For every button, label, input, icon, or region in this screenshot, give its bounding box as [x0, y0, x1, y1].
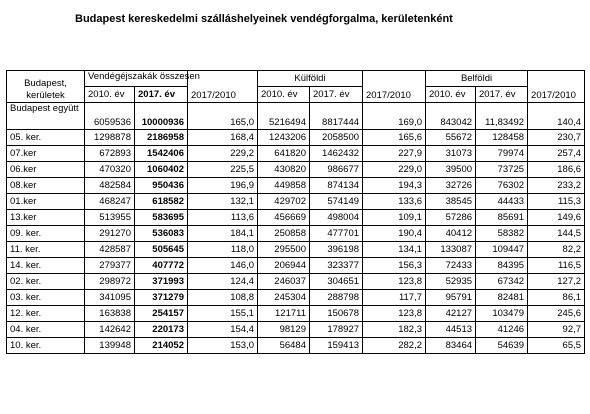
cell-total-2010: 142642 — [85, 322, 135, 338]
header-blank-3 — [528, 71, 585, 87]
cell-total-2017: 583695 — [135, 210, 188, 226]
cell-domestic-2010: 57286 — [426, 210, 476, 226]
cell-foreign-2017: 986677 — [310, 162, 363, 178]
cell-total-2010: 291270 — [85, 226, 135, 242]
cell-foreign-2010: 295500 — [258, 242, 310, 258]
cell-total-2010: 279377 — [85, 258, 135, 274]
table-row — [7, 130, 585, 146]
cell-foreign-ratio: 190,4 — [363, 226, 426, 242]
cell-domestic-ratio: 116,5 — [528, 258, 585, 274]
cell-domestic-2017: 44433 — [476, 194, 528, 210]
cell-total-2010: 482584 — [85, 178, 135, 194]
cell-foreign-2017: 2058500 — [310, 130, 363, 146]
header-domestic-ratio: 2017/2010 — [528, 87, 585, 103]
cell-foreign-ratio: 227,9 — [363, 146, 426, 162]
cell-district: 02. ker. — [7, 274, 85, 290]
cell-domestic-2017: 84395 — [476, 258, 528, 274]
cell-foreign-2017: 8817444 — [310, 103, 363, 130]
cell-foreign-2010: 1243206 — [258, 130, 310, 146]
table-row — [7, 322, 585, 338]
cell-total-ratio: 165,0 — [188, 103, 258, 130]
cell-foreign-2017: 874134 — [310, 178, 363, 194]
header-guest-nights: Vendégéjszakák összesen — [85, 71, 188, 87]
cell-total-ratio: 229,2 — [188, 146, 258, 162]
cell-domestic-2017: 128458 — [476, 130, 528, 146]
cell-domestic-2017: 73725 — [476, 162, 528, 178]
cell-district: 07.ker — [7, 146, 85, 162]
cell-total-ratio: 146,0 — [188, 258, 258, 274]
table-row — [7, 290, 585, 306]
cell-district: 12. ker. — [7, 306, 85, 322]
cell-domestic-2017: 85691 — [476, 210, 528, 226]
cell-domestic-2017: 67342 — [476, 274, 528, 290]
cell-total-ratio: 155,1 — [188, 306, 258, 322]
cell-domestic-2010: 44513 — [426, 322, 476, 338]
cell-district: 08.ker — [7, 178, 85, 194]
cell-total-ratio: 196,9 — [188, 178, 258, 194]
cell-domestic-ratio: 149,6 — [528, 210, 585, 226]
header-foreign-2017: 2017. év — [310, 87, 363, 103]
cell-domestic-2010: 133087 — [426, 242, 476, 258]
cell-total-2010: 6059536 — [85, 103, 135, 130]
table-row — [7, 162, 585, 178]
cell-domestic-2010: 95791 — [426, 290, 476, 306]
table-row — [7, 226, 585, 242]
table-row — [7, 242, 585, 258]
table-row — [7, 338, 585, 354]
cell-foreign-ratio: 123,8 — [363, 306, 426, 322]
table-row — [7, 274, 585, 290]
cell-foreign-2017: 178927 — [310, 322, 363, 338]
cell-foreign-ratio: 134,1 — [363, 242, 426, 258]
cell-district: 05. ker. — [7, 130, 85, 146]
cell-total-2010: 163838 — [85, 306, 135, 322]
cell-foreign-2017: 150678 — [310, 306, 363, 322]
cell-total-2010: 513955 — [85, 210, 135, 226]
cell-foreign-2017: 498004 — [310, 210, 363, 226]
cell-foreign-ratio: 229,0 — [363, 162, 426, 178]
cell-domestic-2017: 82481 — [476, 290, 528, 306]
cell-foreign-2010: 246037 — [258, 274, 310, 290]
cell-foreign-ratio: 117,7 — [363, 290, 426, 306]
cell-foreign-2010: 430820 — [258, 162, 310, 178]
cell-total-2017: 1542406 — [135, 146, 188, 162]
cell-domestic-2010: 52935 — [426, 274, 476, 290]
header-domestic-2010: 2010. év — [426, 87, 476, 103]
cell-total-ratio: 154,4 — [188, 322, 258, 338]
cell-district: 14. ker. — [7, 258, 85, 274]
cell-total-2017: 407772 — [135, 258, 188, 274]
cell-domestic-ratio: 127,2 — [528, 274, 585, 290]
cell-domestic-ratio: 245,6 — [528, 306, 585, 322]
table-row — [7, 306, 585, 322]
cell-foreign-ratio: 182,3 — [363, 322, 426, 338]
cell-total-2010: 341095 — [85, 290, 135, 306]
cell-total-ratio: 184,1 — [188, 226, 258, 242]
cell-domestic-2010: 39500 — [426, 162, 476, 178]
cell-foreign-2017: 1462432 — [310, 146, 363, 162]
cell-foreign-2017: 396198 — [310, 242, 363, 258]
cell-total-2017: 2186958 — [135, 130, 188, 146]
cell-domestic-ratio: 186,6 — [528, 162, 585, 178]
cell-total-2017: 220173 — [135, 322, 188, 338]
cell-foreign-2010: 56484 — [258, 338, 310, 354]
cell-domestic-ratio: 233,2 — [528, 178, 585, 194]
cell-domestic-2010: 42127 — [426, 306, 476, 322]
table-row — [7, 210, 585, 226]
cell-foreign-2010: 456669 — [258, 210, 310, 226]
cell-district: 09. ker. — [7, 226, 85, 242]
cell-domestic-2010: 40412 — [426, 226, 476, 242]
table-row — [7, 194, 585, 210]
cell-district: 11. ker. — [7, 242, 85, 258]
cell-foreign-2017: 304651 — [310, 274, 363, 290]
cell-total-2010: 672893 — [85, 146, 135, 162]
cell-foreign-2017: 477701 — [310, 226, 363, 242]
header-total-ratio: 2017/2010 — [188, 87, 258, 103]
cell-domestic-ratio: 144,5 — [528, 226, 585, 242]
cell-total-2010: 139948 — [85, 338, 135, 354]
cell-domestic-2010: 83464 — [426, 338, 476, 354]
cell-domestic-ratio: 65,5 — [528, 338, 585, 354]
cell-foreign-2010: 98129 — [258, 322, 310, 338]
cell-district: 04. ker. — [7, 322, 85, 338]
cell-total-2017: 950436 — [135, 178, 188, 194]
cell-foreign-ratio: 194,3 — [363, 178, 426, 194]
cell-total-ratio: 108,8 — [188, 290, 258, 306]
table-row — [7, 258, 585, 274]
cell-foreign-2017: 159413 — [310, 338, 363, 354]
header-foreign: Külföldi — [258, 71, 363, 87]
cell-domestic-ratio: 92,7 — [528, 322, 585, 338]
cell-foreign-ratio: 282,2 — [363, 338, 426, 354]
cell-domestic-ratio: 86,1 — [528, 290, 585, 306]
cell-domestic-2010: 32726 — [426, 178, 476, 194]
cell-domestic-2010: 38545 — [426, 194, 476, 210]
header-district: Budapest, kerületek — [7, 71, 85, 103]
cell-domestic-2010: 31073 — [426, 146, 476, 162]
cell-domestic-ratio: 82,2 — [528, 242, 585, 258]
cell-foreign-2010: 206944 — [258, 258, 310, 274]
cell-total-ratio: 132,1 — [188, 194, 258, 210]
cell-total-2017: 214052 — [135, 338, 188, 354]
cell-domestic-2017: 41246 — [476, 322, 528, 338]
cell-total-ratio: 225,5 — [188, 162, 258, 178]
cell-foreign-ratio: 123,8 — [363, 274, 426, 290]
table-row — [7, 103, 585, 130]
cell-foreign-2010: 121711 — [258, 306, 310, 322]
cell-domestic-2017: 109447 — [476, 242, 528, 258]
cell-foreign-ratio: 169,0 — [363, 103, 426, 130]
cell-district: Budapest együtt — [7, 103, 85, 130]
cell-domestic-2017: 58382 — [476, 226, 528, 242]
header-foreign-2010: 2010. év — [258, 87, 310, 103]
table-body — [7, 103, 585, 354]
header-domestic: Belföldi — [426, 71, 528, 87]
cell-district: 03. ker. — [7, 290, 85, 306]
cell-total-2010: 298972 — [85, 274, 135, 290]
cell-foreign-ratio: 156,3 — [363, 258, 426, 274]
header-blank-2 — [363, 71, 426, 87]
cell-district: 13.ker — [7, 210, 85, 226]
cell-total-ratio: 118,0 — [188, 242, 258, 258]
cell-foreign-2010: 641820 — [258, 146, 310, 162]
cell-total-ratio: 153,0 — [188, 338, 258, 354]
cell-total-ratio: 168,4 — [188, 130, 258, 146]
cell-total-2017: 371993 — [135, 274, 188, 290]
cell-total-ratio: 124,4 — [188, 274, 258, 290]
cell-foreign-2017: 288798 — [310, 290, 363, 306]
cell-domestic-2017: 79974 — [476, 146, 528, 162]
header-total-2010: 2010. év — [85, 87, 135, 103]
cell-total-2010: 470320 — [85, 162, 135, 178]
cell-total-ratio: 113,6 — [188, 210, 258, 226]
cell-foreign-2010: 449858 — [258, 178, 310, 194]
cell-foreign-2010: 245304 — [258, 290, 310, 306]
header-foreign-ratio: 2017/2010 — [363, 87, 426, 103]
cell-total-2017: 618582 — [135, 194, 188, 210]
stats-table — [6, 70, 585, 354]
cell-total-2017: 1060402 — [135, 162, 188, 178]
cell-domestic-ratio: 140,4 — [528, 103, 585, 130]
cell-domestic-2010: 843042 — [426, 103, 476, 130]
header-domestic-2017: 2017. év — [476, 87, 528, 103]
cell-foreign-ratio: 133,6 — [363, 194, 426, 210]
cell-total-2017: 371279 — [135, 290, 188, 306]
cell-total-2010: 468247 — [85, 194, 135, 210]
cell-district: 01.ker — [7, 194, 85, 210]
cell-total-2010: 1298878 — [85, 130, 135, 146]
cell-foreign-2010: 250858 — [258, 226, 310, 242]
cell-domestic-2017: 11,83492 — [476, 103, 528, 130]
cell-district: 06.ker — [7, 162, 85, 178]
table-row — [7, 178, 585, 194]
cell-domestic-2017: 76302 — [476, 178, 528, 194]
cell-domestic-2017: 103479 — [476, 306, 528, 322]
cell-domestic-2010: 55672 — [426, 130, 476, 146]
cell-district: 10. ker. — [7, 338, 85, 354]
table-row — [7, 146, 585, 162]
cell-foreign-2017: 323377 — [310, 258, 363, 274]
cell-domestic-ratio: 257,4 — [528, 146, 585, 162]
cell-foreign-2010: 429702 — [258, 194, 310, 210]
page-title: Budapest kereskedelmi szálláshelyeinek vendégforgalma, kerületenként — [75, 13, 453, 25]
header-total-2017: 2017. év — [135, 87, 188, 103]
cell-total-2017: 505645 — [135, 242, 188, 258]
cell-total-2010: 428587 — [85, 242, 135, 258]
cell-domestic-ratio: 230,7 — [528, 130, 585, 146]
cell-foreign-2010: 5216494 — [258, 103, 310, 130]
cell-domestic-2017: 54639 — [476, 338, 528, 354]
cell-domestic-2010: 72433 — [426, 258, 476, 274]
cell-domestic-ratio: 115,3 — [528, 194, 585, 210]
cell-foreign-2017: 574149 — [310, 194, 363, 210]
cell-foreign-ratio: 109,1 — [363, 210, 426, 226]
cell-total-2017: 10000936 — [135, 103, 188, 130]
cell-total-2017: 536083 — [135, 226, 188, 242]
cell-total-2017: 254157 — [135, 306, 188, 322]
cell-foreign-ratio: 165,6 — [363, 130, 426, 146]
